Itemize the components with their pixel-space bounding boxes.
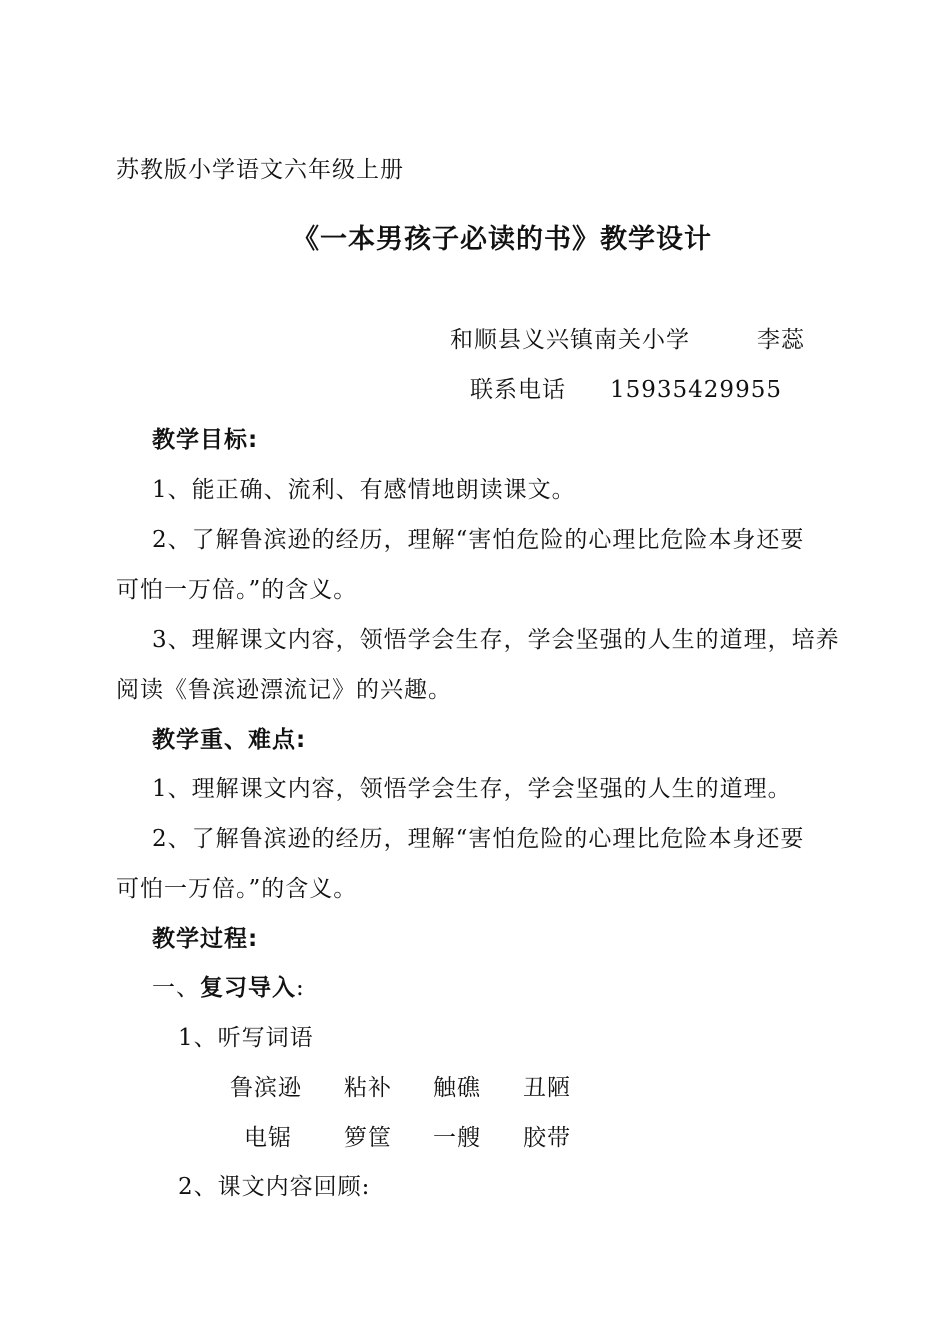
vocab-word: 丑陋 xyxy=(523,1075,571,1101)
section-title: 复习导入 xyxy=(200,975,296,1001)
course-name: 苏教版小学语文六年级上册 xyxy=(116,157,404,183)
objective-item-continuation: 阅读《鲁滨逊漂流记》的兴趣。 xyxy=(116,677,452,703)
step-item: 1、听写词语 xyxy=(178,1025,314,1051)
objective-item: 2、了解鲁滨逊的经历，理解“害怕危险的心理比危险本身还要 xyxy=(152,527,805,553)
key-point-item-continuation: 可怕一万倍。”的含义。 xyxy=(116,876,358,902)
vocab-word: 粘补 xyxy=(344,1075,392,1101)
author-name: 李蕊 xyxy=(757,327,805,353)
section-heading xyxy=(152,973,305,1003)
vocab-word: 触礁 xyxy=(433,1075,481,1101)
vocab-word: 胶带 xyxy=(523,1125,571,1151)
key-points-heading: 教学重、难点: xyxy=(152,727,307,753)
school-name: 和顺县义兴镇南关小学 xyxy=(450,327,690,353)
document-title: 《一本男孩子必读的书》教学设计 xyxy=(292,224,712,255)
key-point-item: 1、理解课文内容，领悟学会生存，学会坚强的人生的道理。 xyxy=(152,776,792,802)
process-heading: 教学过程: xyxy=(152,926,259,952)
vocab-word: 电锯 xyxy=(244,1125,292,1151)
phone-number: 15935429955 xyxy=(610,377,782,403)
objective-item: 3、理解课文内容，领悟学会生存，学会坚强的人生的道理，培养 xyxy=(152,627,840,653)
objectives-heading: 教学目标: xyxy=(152,427,259,453)
vocab-word: 一艘 xyxy=(433,1125,481,1151)
section-number: 一、 xyxy=(152,975,200,1001)
vocab-word: 箩筐 xyxy=(344,1125,392,1151)
objective-item: 1、能正确、流利、有感情地朗读课文。 xyxy=(152,477,576,503)
section-colon: : xyxy=(296,975,305,1001)
vocab-word: 鲁滨逊 xyxy=(230,1075,302,1101)
phone-label: 联系电话 xyxy=(470,377,566,403)
key-point-item: 2、了解鲁滨逊的经历，理解“害怕危险的心理比危险本身还要 xyxy=(152,826,805,852)
step-item: 2、课文内容回顾: xyxy=(178,1174,371,1200)
objective-item-continuation: 可怕一万倍。”的含义。 xyxy=(116,577,358,603)
